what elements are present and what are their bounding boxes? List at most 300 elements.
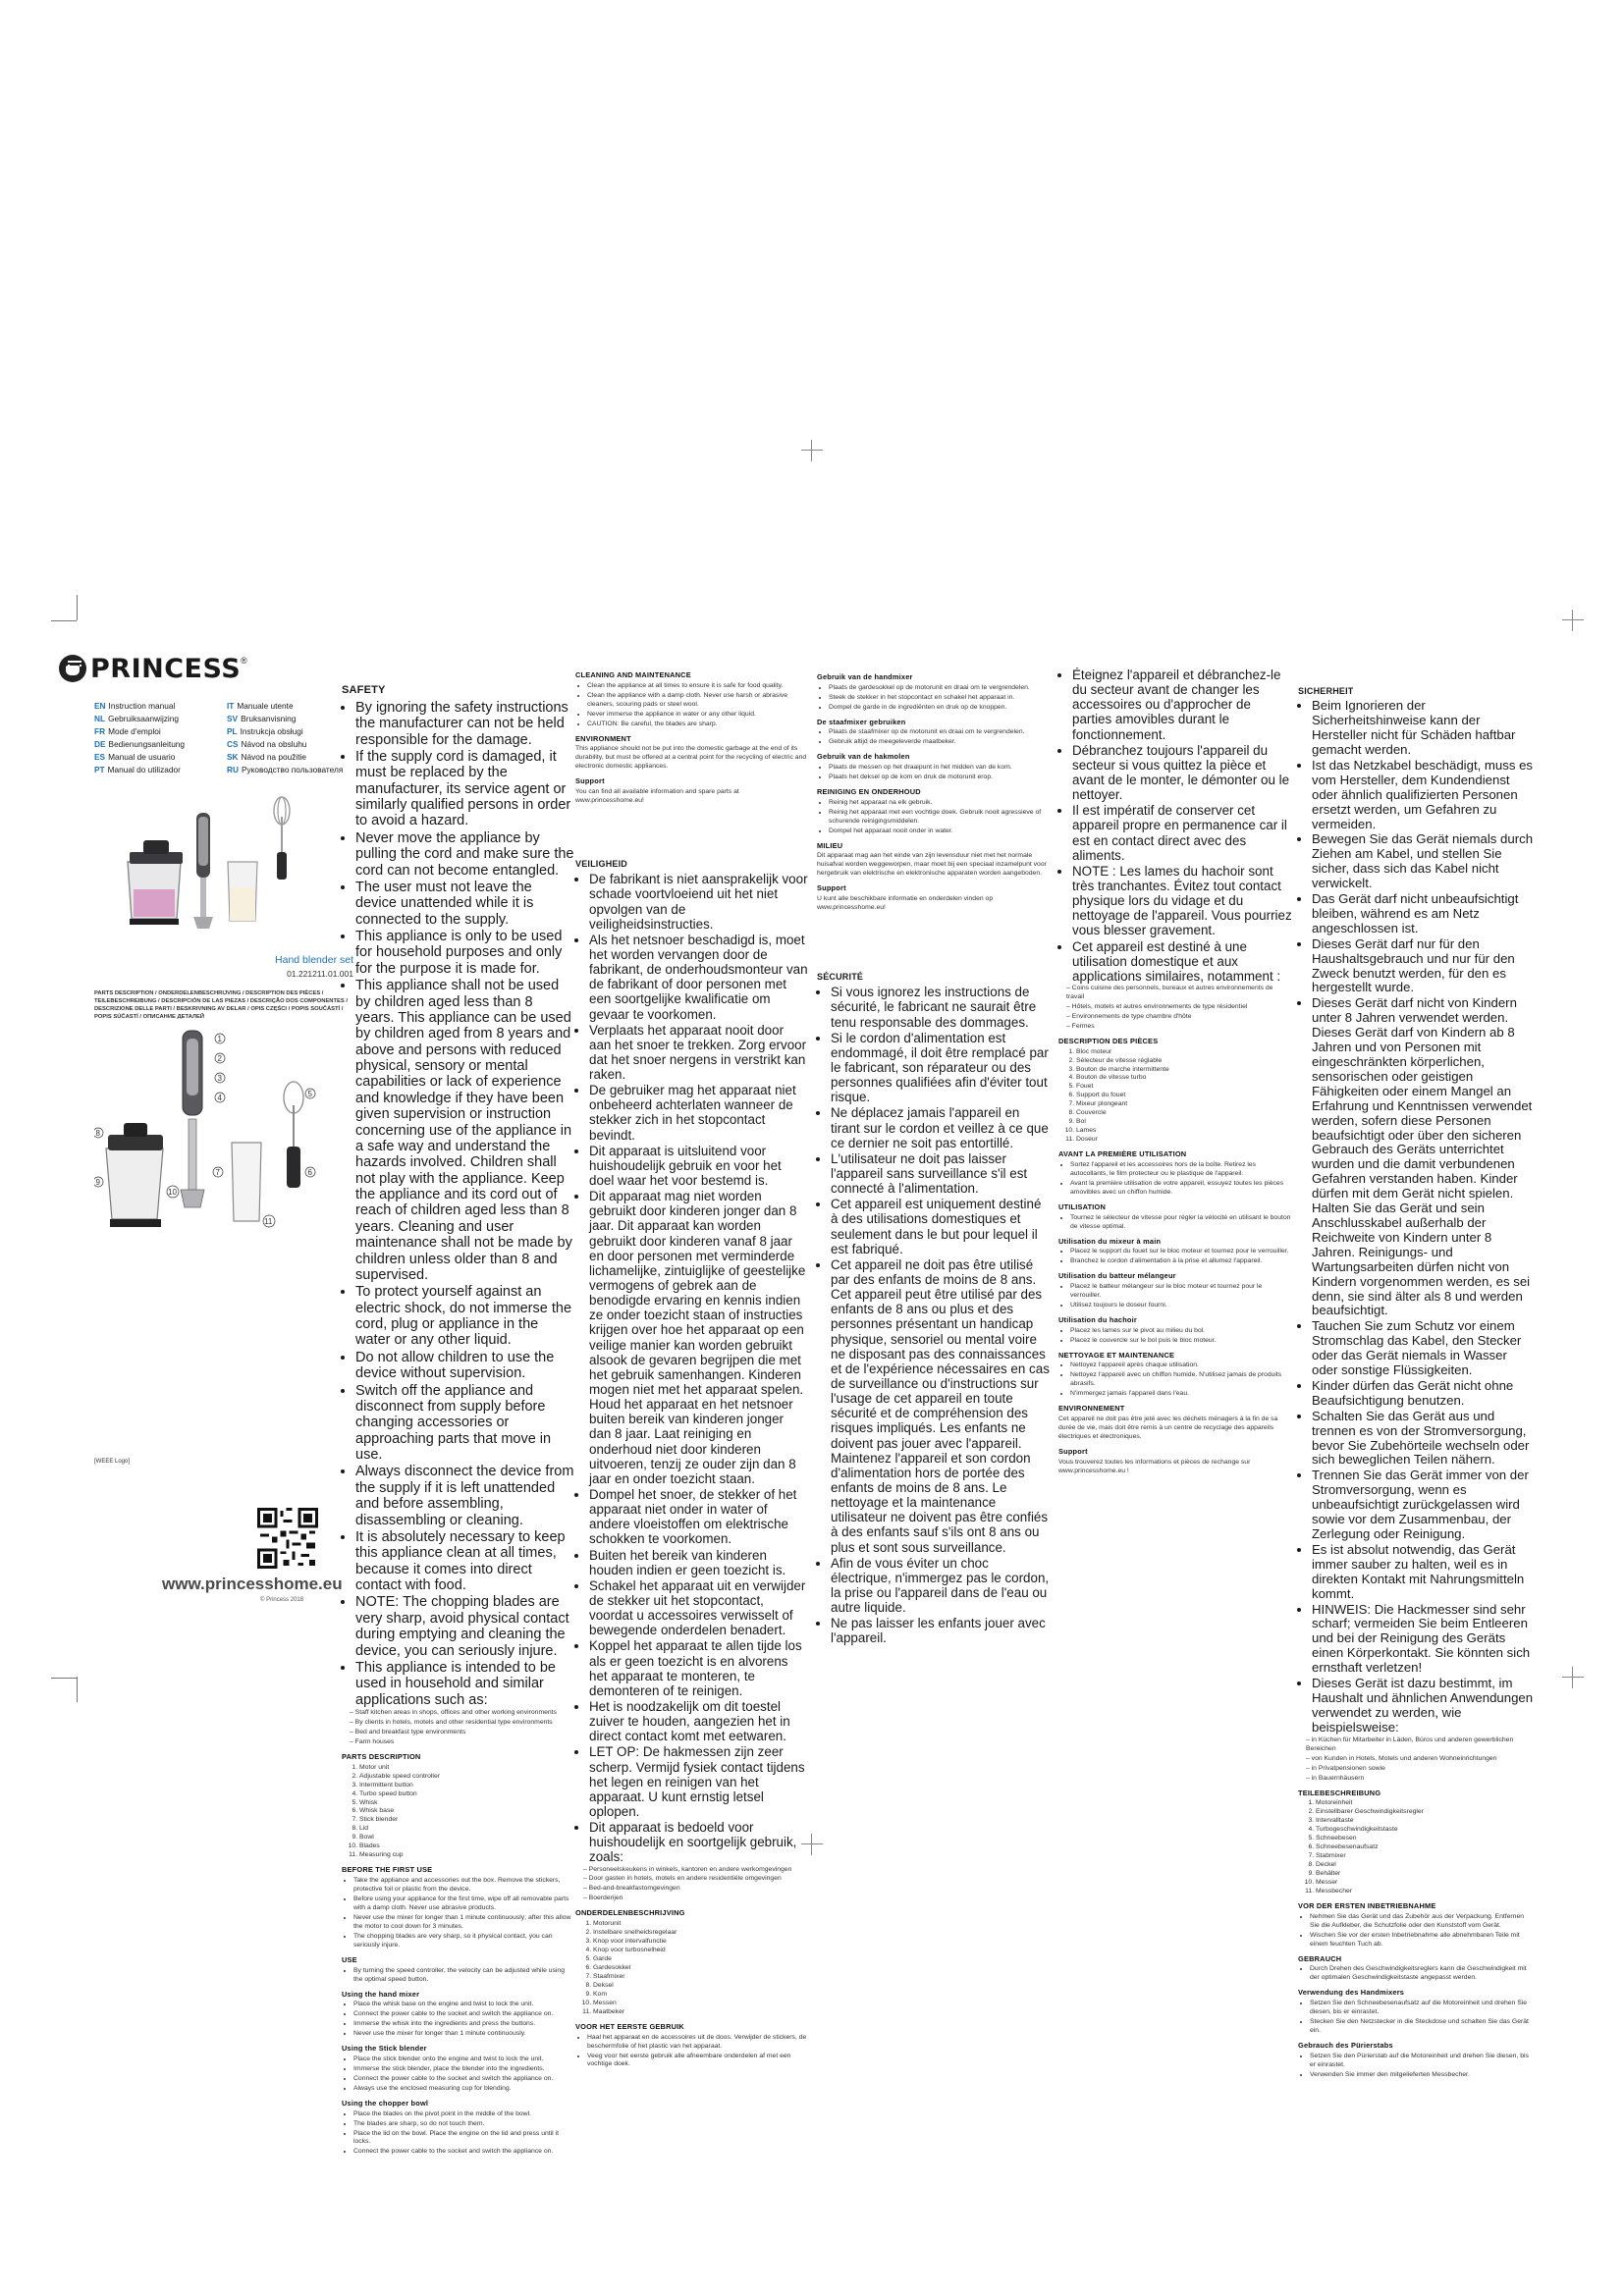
list-item: • Do not allow children to use the device without supervision. [355, 1350, 575, 1382]
dutch-safety-title: VEILIGHEID [575, 858, 628, 869]
list-item: • Utilisez toujours le doseur fourni. [1070, 1302, 1292, 1310]
english-use-list [342, 1967, 575, 1985]
list-item: • Nettoyez l'appareil après chaque utilisation. [1070, 1362, 1292, 1370]
english-parts-title: PARTS DESCRIPTION [342, 1751, 421, 1761]
list-item: • The blades are sharp, so do not touch them. [353, 2120, 575, 2129]
list-item: • Dit apparaat is uitsluitend voor huishoudelijk gebruik en voor het doel waar het voor bestemd is. [589, 1144, 809, 1188]
list-item: • Dieses Gerät darf nicht von Kindern unter 8 Jahren verwendet werden. Dieses Gerät darf von Kindern ab 8 Jahren und von Personen mit eingeschränkten körperlichen, sensorischen oder geistigen Fähigkeiten oder einem Mangel an Erfahrung und Kenntnissen verwendet werden, sofern diese Personen beaufsichtigt oder über den sicheren Gebrauch des Geräts unterrichtet wurden und die damit verbundenen Gefahren verstanden haben. Kinder dürfen mit dem Gerät nicht spielen. Halten Sie das Gerät und sein Anschlusskabel außerhalb der Reichweite von Kindern unter 8 Jahren. Reinigungs- und Wartungsarbeiten dürfen nicht von Kindern vorgenommen werden, es sei denn, sie sind älter als 8 und werden beaufsichtigt. [1312, 996, 1534, 1318]
list-item: 6. Gardesokkel [593, 1964, 809, 1973]
language-item [94, 701, 227, 711]
list-item: 4. Bouton de vitesse turbo [1076, 1074, 1292, 1083]
english-clean-title: CLEANING AND MAINTENANCE [575, 670, 691, 679]
list-item: 3. Bouton de marche intermittente [1076, 1066, 1292, 1075]
list-item: – Fermes [1066, 1023, 1292, 1032]
language-label: Instrukcja obsługi [240, 726, 303, 736]
french-support-title: Support [1058, 1446, 1088, 1456]
list-item: • Place the whisk base on the engine and twist to lock the unit. [353, 2001, 575, 2009]
language-code: SK [227, 752, 239, 762]
list-item: • This appliance shall not be used by children aged less than 8 years. This appliance can be used by children aged from 8 years and above and persons with reduced physical, sensory or mental capabilities or lack of experience and knowledge if they have been given supervision or instruction concerning use of the appliance in a safe way and understand the hazards involved. Children shall not play with the appliance. Keep the appliance and its cord out of reach of children aged less than 8 years. Cleaning and user maintenance shall not be made by children unless older than 8 and supervised. [355, 978, 575, 1283]
list-item: • Éteignez l'appareil et débranchez-le du secteur avant de changer les accessoires ou d'approcher de parties amovibles durant le fonctionnement. [1072, 667, 1292, 742]
german-stick-list [1298, 2053, 1534, 2080]
list-item: • Schakel het apparaat uit en verwijder de stekker uit het stopcontact, voordat u accessoires verwisselt of bewegende onderdelen benadert. [589, 1578, 809, 1638]
french-use-list [1058, 1214, 1292, 1232]
list-item: • Afin de vous éviter un choc électrique, n'immergez pas le cordon, la prise ou l'appareil dans de l'eau ou autre liquide. [831, 1556, 1051, 1616]
list-item: • L'utilisateur ne doit pas laisser l'appareil sans surveillance s'il est connecté à l'alimentation. [831, 1151, 1051, 1196]
list-item: 11. Messbecher [1316, 1888, 1534, 1896]
svg-text:4: 4 [217, 1094, 222, 1102]
list-item: 2. Adjustable speed controller [359, 1773, 575, 1782]
language-code: RU [227, 765, 239, 774]
list-item: 8. Couvercle [1076, 1109, 1292, 1118]
french-stick-list [1058, 1283, 1292, 1310]
list-item: • Setzen Sie den Pürierstab auf die Motoreinheit und drehen Sie diesen, bis er einrastet. [1310, 2053, 1534, 2070]
svg-text:7: 7 [215, 1168, 220, 1177]
language-code: ES [94, 752, 106, 762]
dutch-stick-title: De staafmixer gebruiken [817, 717, 906, 726]
list-item: – By clients in hotels, motels and other residential type environments [350, 1719, 575, 1728]
english-first-use-list [342, 1877, 575, 1950]
list-item: • Plaats het deksel op de kom en druk de motorunit erop. [829, 774, 1051, 782]
list-item: • Placez le couvercle sur le bol puis le bloc moteur. [1070, 1337, 1292, 1346]
english-clean-list [575, 682, 809, 729]
dutch-parts-title: ONDERDELENBESCHRIJVING [575, 1908, 685, 1918]
list-item: • Cet appareil ne doit pas être utilisé par des enfants de moins de 8 ans. Cet appareil peut être utilisé par des enfants de 8 ans ou plus et des personnes présentant un handicap physique, sensoriel ou mental voire ne disposant pas des connaissances et de l'expérience nécessaires en cas de surveillance ou d'instructions sur l'usage de cet appareil en toute sécurité et de compréhension des risques impliqués. Les enfants ne doivent pas jouer avec l'appareil. Maintenez l'appareil et son cordon d'alimentation hors de portée des enfants de moins de 8 ans. Le nettoyage et la maintenance utilisateur ne doivent pas être confiés à des enfants sauf s'ils ont 8 ans ou plus et sont sous surveillance. [831, 1257, 1051, 1555]
list-item: • Das Gerät darf nicht unbeaufsichtigt bleiben, während es am Netz angeschlossen ist. [1312, 892, 1534, 936]
list-item: 7. Stabmixer [1316, 1852, 1534, 1861]
list-item: – Bed-and-breakfastomgevingen [583, 1885, 809, 1894]
language-item [227, 752, 354, 762]
german-mixer-title: Verwendung des Handmixers [1298, 1988, 1405, 1998]
list-item: • Cet appareil est destiné à une utilisation domestique et aux applications similaires, notamment : [1072, 939, 1292, 984]
list-item: • Never use the mixer for longer than 1 minute continuously; after this allow the motor to cool down for 3 minutes. [353, 1914, 575, 1932]
list-item: • Verplaats het apparaat nooit door aan het snoer te trekken. Zorg ervoor dat het snoer nergens in verstrikt kan raken. [589, 1023, 809, 1083]
svg-text:2: 2 [217, 1054, 222, 1063]
language-item [227, 726, 354, 736]
list-item: • This appliance is only to be used for household purposes and only for the purpose it is made for. [355, 929, 575, 977]
list-item: • Connect the power cable to the socket and switch the appliance on. [353, 2148, 575, 2157]
list-item: 10. Lames [1076, 1127, 1292, 1136]
language-code: PL [227, 726, 238, 736]
qr-code[interactable] [257, 1508, 318, 1569]
list-item: • Place the stick blender onto the engine and twist to lock the unit. [353, 2056, 575, 2064]
list-item: 4. Turbo speed button [359, 1790, 575, 1799]
dutch-chopper-list [817, 764, 1051, 782]
list-item: • Ne déplacez jamais l'appareil en tirant sur le cordon et veillez à ce que ce dernier ne soit pas entortillé. [831, 1105, 1051, 1149]
language-code: FR [94, 726, 106, 736]
list-item: • Placez les lames sur le pivot au milieu du bol. [1070, 1327, 1292, 1336]
german-safety-title: SICHERHEIT [1298, 686, 1354, 696]
list-item: 9. Kom [593, 1991, 809, 2000]
german-use-list [1298, 1965, 1534, 1983]
list-item: • It is absolutely necessary to keep this appliance clean at all times, because it comes into direct contact with food. [355, 1529, 575, 1594]
list-item: • The chopping blades are very sharp, so it physical contact, you can seriously injure. [353, 1933, 575, 1950]
list-item: 8. Deksel [593, 1982, 809, 1991]
list-item: • Wischen Sie vor der ersten Inbetriebnahme alle abnehmbaren Teile mit einem feuchten Tuch ab. [1310, 1932, 1534, 1949]
list-item: 6. Schneebesenaufsatz [1316, 1843, 1534, 1852]
svg-text:8: 8 [95, 1129, 100, 1138]
list-item: • Het is noodzakelijk om dit toestel zuiver te houden, aangezien het in direct contact komt met eetwaren. [589, 1699, 809, 1743]
list-item: 7. Stick blender [359, 1816, 575, 1825]
list-item: 2. Instelbare snelheidsregelaar [593, 1929, 809, 1938]
list-item: 11. Measuring cup [359, 1851, 575, 1860]
list-item: • Schalten Sie das Gerät aus und trennen es von der Stromversorgung, bevor Sie Zubehörteile wechseln oder sich beweglichen Teilen nähern. [1312, 1410, 1534, 1468]
dutch-parts-list [575, 1920, 809, 2017]
list-item: 1. Motorunit [593, 1920, 809, 1929]
registration-mark [1562, 1667, 1584, 1688]
list-item: – Environnements de type chambre d'hôte [1066, 1013, 1292, 1022]
language-label: Návod na použitie [241, 752, 306, 762]
svg-text:3: 3 [217, 1074, 222, 1083]
svg-text:5: 5 [307, 1090, 312, 1098]
language-code: NL [94, 714, 106, 723]
language-item [94, 739, 227, 749]
list-item: • Plaats de messen op het draaipunt in het midden van de kom. [829, 764, 1051, 773]
dutch-support-title: Support [817, 883, 846, 893]
french-applications-list [1058, 985, 1292, 1032]
german-use-title: GEBRAUCH [1298, 1953, 1342, 1963]
crown-icon [59, 655, 86, 682]
list-item: • De fabrikant is niet aansprakelijk voor schade voortvloeiend uit het niet opvolgen van de veiligheidsinstructies. [589, 872, 809, 932]
list-item: • Beim Ignorieren der Sicherheitshinweise kann der Hersteller nicht für Schäden haftbar gemacht werden. [1312, 699, 1534, 758]
german-column [1298, 681, 1534, 2081]
list-item: • HINWEIS: Die Hackmesser sind sehr scharf; vermeiden Sie beim Entleeren und bei der Reinigung des Geräts einen Körperkontakt. Sie könnten sich ernsthaft verletzen! [1312, 1603, 1534, 1677]
dutch-clean-title: REINIGING EN ONDERHOUD [817, 787, 921, 797]
list-item: • Tournez le sélecteur de vitesse pour régler la vélocité en utilisant le bouton de vitesse optimal. [1070, 1214, 1292, 1232]
list-item: • Immerse the stick blender, place the blender into the ingredients. [353, 2065, 575, 2074]
list-item: • Als het netsnoer beschadigd is, moet het worden vervangen door de fabrikant, de onderhoudsmonteur van de fabrikant of door personen met een soortgelijke kwalificatie om gevaar te voorkomen. [589, 933, 809, 1022]
list-item: • Haal het apparaat en de accessoires uit de doos. Verwijder de stickers, de beschermfolie of het plastic van het apparaat. [587, 2034, 809, 2052]
language-code: IT [227, 701, 235, 711]
dutch-env-title: MILIEU [817, 840, 843, 850]
crop-mark [51, 620, 77, 621]
list-item: • Clean the appliance with a damp cloth. Never use harsh or abrasive cleaners, scouring pads or steel wool. [587, 692, 809, 710]
english-hand-mixer-list [342, 2001, 575, 2039]
dutch-first-use-list [575, 2034, 809, 2070]
list-item: – Hôtels, motels et autres environnements de type résidentiel [1066, 1003, 1292, 1012]
english-env-title: ENVIRONMENT [575, 733, 631, 743]
list-item: • Kinder dürfen das Gerät nicht ohne Beaufsichtigung benutzen. [1312, 1379, 1534, 1409]
list-item: • Dieses Gerät darf nur für den Haushaltsgebrauch und nur für den Zweck benutzt werden, für den es hergestellt wurde. [1312, 937, 1534, 996]
language-label: Manual de usuario [108, 752, 176, 762]
dutch-clean-list [817, 799, 1051, 836]
svg-text:1: 1 [217, 1035, 222, 1043]
list-item: • N'immergez jamais l'appareil dans l'eau. [1070, 1390, 1292, 1399]
english-first-use-title: BEFORE THE FIRST USE [342, 1865, 433, 1875]
list-item: • Placez le batteur mélangeur sur le bloc moteur et tournez pour le verrouiller. [1070, 1283, 1292, 1301]
list-item: • Bewegen Sie das Gerät niemals durch Ziehen am Kabel, und stellen Sie sicher, dass sich das Kabel nicht verwickelt. [1312, 832, 1534, 891]
list-item: 7. Mixeur plongeant [1076, 1100, 1292, 1109]
language-item [227, 701, 354, 711]
english-chopper-list [342, 2110, 575, 2158]
svg-text:9: 9 [95, 1178, 100, 1187]
svg-text:10: 10 [168, 1188, 177, 1197]
list-item: • Dit apparaat is bedoeld voor huishoudelijk en soortgelijk gebruik, zoals: [589, 1820, 809, 1864]
list-item: 5. Fouet [1076, 1083, 1292, 1092]
language-label: Bruksanvisning [241, 714, 297, 723]
dutch-chopper-title: Gebruik van de hakmolen [817, 752, 910, 762]
list-item: • Verwenden Sie immer den mitgelieferten Messbecher. [1310, 2071, 1534, 2080]
list-item: 5. Schneebesen [1316, 1835, 1534, 1843]
list-item: • Always use the enclosed measuring cup for blending. [353, 2085, 575, 2094]
french-clean-list [1058, 1362, 1292, 1399]
list-item: 1. Motoreinheit [1316, 1799, 1534, 1808]
german-applications-list [1298, 1736, 1534, 1784]
svg-text:6: 6 [307, 1168, 312, 1177]
list-item: • By turning the speed controller, the velocity can be adjusted while using the optimal speed button. [353, 1967, 575, 1985]
english-safety-title: SAFETY [342, 684, 386, 696]
english-use-title: USE [342, 1954, 357, 1964]
list-item: • Tauchen Sie zum Schutz vor einem Stromschlag das Kabel, den Stecker oder das Gerät niemals in Wasser oder sonstige Flüssigkeiten. [1312, 1319, 1534, 1378]
english-support-title: Support [575, 776, 605, 786]
language-label: Manual do utilizador [107, 765, 181, 774]
list-item: 2. Sélecteur de vitesse réglable [1076, 1057, 1292, 1066]
list-item: 6. Whisk base [359, 1807, 575, 1816]
list-item: • Plaats de gardesokkel op de motorunit en draai om te vergrendelen. [829, 684, 1051, 693]
language-item [94, 765, 227, 774]
list-item: 5. Garde [593, 1955, 809, 1964]
english-hand-mixer-title: Using the hand mixer [342, 1989, 420, 1999]
list-item: • This appliance is intended to be used in household and similar applications such as: [355, 1660, 575, 1708]
list-item: – Personeelskeukens in winkels, kantoren en andere werkomgevingen [583, 1866, 809, 1875]
language-item [94, 726, 227, 736]
list-item: 1. Bloc moteur [1076, 1048, 1292, 1057]
french-first-use-title: AVANT LA PREMIÈRE UTILISATION [1058, 1149, 1187, 1159]
list-item: • Switch off the appliance and disconnect from supply before changing accessories or approaching parts that move in use. [355, 1383, 575, 1464]
crop-mark [51, 1678, 77, 1679]
language-label: Manuale utente [237, 701, 294, 711]
list-item: 9. Behälter [1316, 1870, 1534, 1879]
language-code: SV [227, 714, 239, 723]
list-item: 3. Intermittent button [359, 1782, 575, 1790]
german-parts-list [1298, 1799, 1534, 1896]
french-safety-list [817, 985, 1051, 1645]
list-item: • By ignoring the safety instructions the manufacturer can not be held responsible for the damage. [355, 700, 575, 748]
language-item [94, 752, 227, 762]
english-parts-list [342, 1764, 575, 1861]
list-item: • Gebruik altijd de meegeleverde maatbeker. [829, 738, 1051, 747]
list-item: 3. Knop voor intervalfunctie [593, 1938, 809, 1947]
french-env-text: Cet appareil ne doit pas être jeté avec les déchets ménagers à la fin de sa durée de vie, mais doit être remis à un centre de recyclage des appareils électriques et électroniques. [1058, 1415, 1278, 1440]
french-env-title: ENVIRONNEMENT [1058, 1404, 1125, 1414]
list-item: 8. Lid [359, 1825, 575, 1834]
language-code: DE [94, 739, 106, 749]
list-item: • Es ist absolut notwendig, das Gerät immer sauber zu halten, weil es in direkten Kontakt mit Nahrungsmitteln kommt. [1312, 1543, 1534, 1602]
german-parts-title: TEILEBESCHREIBUNG [1298, 1788, 1381, 1797]
parts-description-header: PARTS DESCRIPTION / ONDERDELENBESCHRIJVING / DESCRIPTION DES PIÈCES / TEILEBESCHREIBUNG / DESCRIPCIÓN DE LAS PIEZAS / DESCRIÇÃO DOS COMPONENTES / DESCRIZIONE DELLE PARTI / BESKRIVNING AV DELAR / OPIS CZĘŚCI / POPIS SOUČÁSTÍ / POPIS SÚČASTÍ / ОПИСАНИЕ ДЕТАЛЕЙ [94, 990, 348, 1021]
weee-logo: [WEEE Logo] [94, 1459, 131, 1465]
brand-logo [59, 652, 265, 685]
list-item: • Setzen Sie den Schneebesenaufsatz auf die Motoreinheit und drehen Sie diesen, bis er einrastet. [1310, 2000, 1534, 2017]
registration-mark [801, 440, 823, 461]
product-name: Hand blender set [275, 954, 353, 966]
list-item: • Plaats de staafmixer op de motorunit en draai om te vergrendelen. [829, 728, 1051, 737]
list-item: • Durch Drehen des Geschwindigkeitsreglers kann die Geschwindigkeit mit der optimalen Geschwindigkeitstaste angepasst werden. [1310, 1965, 1534, 1983]
french-support-text: Vous trouverez toutes les informations et pièces de rechange sur www.princesshome.eu ! [1058, 1458, 1251, 1474]
list-item: • Place the blades on the pivot point in the middle of the bowl. [353, 2110, 575, 2119]
parts-diagram [94, 1025, 330, 1251]
english-column [342, 679, 575, 2158]
language-label: Gebruiksaanwijzing [108, 714, 180, 723]
list-item: • NOTE : Les lames du hachoir sont très tranchantes. Évitez tout contact physique lors du vidage et du nettoyage de l'appareil. Vous pourriez vous blesser gravement. [1072, 864, 1292, 938]
dutch-handle-title: Gebruik van de handmixer [817, 672, 913, 681]
list-item: – Boerderijen [583, 1895, 809, 1903]
list-item: 10. Messer [1316, 1879, 1534, 1888]
french-mixer-title: Utilisation du mixeur à main [1058, 1236, 1162, 1246]
list-item: 11. Maatbeker [593, 2008, 809, 2017]
french-clean-title: NETTOYAGE ET MAINTENANCE [1058, 1350, 1175, 1360]
list-item: – Coins cuisine des personnels, bureaux et autres environnements de travail [1066, 985, 1292, 1002]
list-item: – Staff kitchen areas in shops, offices and other working environments [350, 1709, 575, 1718]
list-item: • Koppel het apparaat te allen tijde los als er geen toezicht is en alvorens het apparaat te monteren, te demonteren of te reinigen. [589, 1638, 809, 1698]
list-item: • Always disconnect the device from the supply if it is left unattended and before assembling, disassembling or cleaning. [355, 1464, 575, 1528]
list-item: 2. Einstellbarer Geschwindigkeitsregler [1316, 1808, 1534, 1817]
website-link[interactable]: www.princesshome.eu [162, 1575, 343, 1593]
french-parts-list [1058, 1048, 1292, 1146]
list-item: – Door gasten in hotels, motels en andere residentiële omgevingen [583, 1875, 809, 1884]
list-item: • NOTE: The chopping blades are very sharp, avoid physical contact during emptying and cleaning the device, you can seriously injure. [355, 1594, 575, 1659]
dutch-support-text: U kunt alle beschikbare informatie en onderdelen vinden op www.princesshome.eu! [817, 895, 994, 912]
list-item: • Cet appareil est uniquement destiné à des utilisations domestiques et seulement dans le but pour lequel il est fabriqué. [831, 1197, 1051, 1256]
list-item: • Connect the power cable to the socket and switch the appliance on. [353, 2075, 575, 2084]
list-item: 8. Deckel [1316, 1861, 1534, 1870]
list-item: • Never use the mixer for longer than 1 minute continuously. [353, 2030, 575, 2039]
language-label: Mode d'emploi [108, 726, 161, 736]
list-item: • Never move the appliance by pulling the cord and make sure the cord can not become entangled. [355, 830, 575, 879]
version-label: © Princess 2018 [260, 1597, 304, 1603]
list-item: • Dieses Gerät ist dazu bestimmt, im Haushalt und ähnlichen Anwendungen verwendet zu werden, wie beispielsweise: [1312, 1677, 1534, 1735]
list-item: • Place the lid on the bowl. Place the engine on the lid and press until it locks. [353, 2130, 575, 2148]
list-item: 4. Knop voor turbosnelheid [593, 1947, 809, 1955]
german-mixer-list [1298, 2000, 1534, 2036]
list-item: • The user must not leave the device unattended while it is connected to the supply. [355, 880, 575, 928]
list-item: 4. Turbogeschwindigkeitstaste [1316, 1826, 1534, 1835]
dutch-stick-list [817, 728, 1051, 747]
list-item: • Si vous ignorez les instructions de sécurité, le fabricant ne saurait être tenu responsable des dommages. [831, 985, 1051, 1029]
list-item: • Branchez le cordon d'alimentation à la prise et allumez l'appareil. [1070, 1257, 1292, 1266]
list-item: • Connect the power cable to the socket and switch the appliance on. [353, 2010, 575, 2019]
list-item: – in Bauernhäusern [1306, 1775, 1534, 1784]
french-chopper-title: Utilisation du hachoir [1058, 1314, 1137, 1324]
list-item: • Ne pas laisser les enfants jouer avec l'appareil. [831, 1616, 1051, 1645]
list-item: – Bed and breakfast type environments [350, 1729, 575, 1737]
english-stick-list [342, 2056, 575, 2094]
list-item: • Dompel de garde in de ingrediënten en druk op de knoppen. [829, 704, 1051, 713]
list-item: – von Kunden in Hotels, Motels und anderen Wohneinrichtungen [1306, 1755, 1534, 1764]
list-item: 11. Doseur [1076, 1136, 1292, 1145]
french-first-use-list [1058, 1161, 1292, 1198]
french-use-title: UTILISATION [1058, 1201, 1107, 1211]
list-item: • Débranchez toujours l'appareil du secteur si vous quittez la pièce et avant de le monter, le démonter ou le nettoyer. [1072, 743, 1292, 803]
language-item [227, 739, 354, 749]
dutch-applications-list [575, 1866, 809, 1904]
list-item: • Never immerse the appliance in water or any other liquid. [587, 711, 809, 720]
language-code: EN [94, 701, 106, 711]
list-item: • Veeg voor het eerste gebruik alle afneembare onderdelen af met een vochtige doek. [587, 2053, 809, 2070]
brand-registered-mark: ® [241, 656, 247, 666]
english-stick-title: Using the Stick blender [342, 2044, 427, 2054]
list-item: 6. Support du fouet [1076, 1092, 1292, 1100]
german-stick-title: Gebrauch des Pürierstabs [1298, 2040, 1393, 2050]
list-item: • LET OP: De hakmessen zijn zeer scherp. Vermijd fysiek contact tijdens het legen en reinigen van het apparaat. U kunt ernstig letsel oplopen. [589, 1744, 809, 1819]
list-item: • Avant la première utilisation de votre appareil, essuyez toutes les pièces amovibles avec un chiffon humide. [1070, 1180, 1292, 1198]
list-item: • Il est impératif de conserver cet appareil propre en permanence car il est en contact direct avec des aliments. [1072, 803, 1292, 863]
dutch-first-use-title: VOOR HET EERSTE GEBRUIK [575, 2021, 684, 2031]
list-item: • Buiten het bereik van kinderen houden indien er geen toezicht is. [589, 1548, 809, 1577]
language-item [227, 765, 354, 774]
list-item: • Steek de stekker in het stopcontact en schakel het apparaat in. [829, 694, 1051, 703]
list-item: – Farm houses [350, 1738, 575, 1747]
list-item: • Immerse the whisk into the ingredients and press the buttons. [353, 2020, 575, 2029]
french-safety-list-continued [1058, 667, 1292, 984]
list-item: • Sortez l'appareil et les accessoires hors de la boîte. Retirez les autocollants, le film protecteur ou le plastique de l'appareil. [1070, 1161, 1292, 1179]
english-chopper-title: Using the chopper bowl [342, 2098, 429, 2108]
list-item: 5. Whisk [359, 1799, 575, 1808]
list-item: • If the supply cord is damaged, it must be replaced by the manufacturer, its service agent or similarly qualified persons in order to avoid a hazard. [355, 749, 575, 829]
dutch-column [575, 666, 809, 2070]
product-number: 01.221211.01.001 [287, 969, 353, 979]
list-item: • De gebruiker mag het apparaat niet onbeheerd achterlaten wanneer de stekker zich in het stopcontact bevindt. [589, 1083, 809, 1143]
svg-text:11: 11 [264, 1217, 273, 1226]
list-item: • Nehmen Sie das Gerät und das Zubehör aus der Verpackung. Entfernen Sie die Aufkleber, die Schutzfolie oder den Kunststoff vom Gerät. [1310, 1913, 1534, 1931]
list-item: • Placez le support du fouet sur le bloc moteur et tournez pour le verrouiller. [1070, 1248, 1292, 1256]
list-item: • Dompel het snoer, de stekker of het apparaat niet onder in water of andere vloeistoffen om elektrische schokken te voorkomen. [589, 1487, 809, 1547]
language-code: CS [227, 739, 239, 749]
crop-mark [77, 1677, 78, 1702]
french-chopper-list [1058, 1327, 1292, 1346]
french-safety-title: SÉCURITÉ [817, 972, 864, 983]
list-item: – in Küchen für Mitarbeiter in Läden, Büros und anderen gewerblichen Bereichen [1306, 1736, 1534, 1754]
dutch-safety-list [575, 872, 809, 1864]
dutch-env-text: Dit apparaat mag aan het einde van zijn levensduur niet met het normale huisafval worden weggeworpen, maar moet bij een speciaal inzamelpunt voor hergebruik van elektrische en elektronische apparaten worden aangeboden. [817, 852, 1047, 878]
english-applications-list [342, 1709, 575, 1747]
language-label: Instruction manual [108, 701, 176, 711]
french-mixer-list [1058, 1248, 1292, 1266]
list-item: 10. Messen [593, 2000, 809, 2008]
list-item: 10. Blades [359, 1842, 575, 1851]
language-list [94, 701, 344, 774]
french-parts-title: DESCRIPTION DES PIÈCES [1058, 1036, 1159, 1045]
list-item: 9. Bol [1076, 1118, 1292, 1127]
german-first-use-list [1298, 1913, 1534, 1949]
crop-mark [77, 595, 78, 620]
french-column-continued [1058, 667, 1292, 1476]
dutch-handle-list [817, 684, 1051, 713]
registration-mark [1562, 610, 1584, 631]
list-item: • To protect yourself against an electric shock, do not immerse the cord, plug or appliance in the water or any other liquid. [355, 1284, 575, 1349]
list-item: • Si le cordon d'alimentation est endommagé, il doit être remplacé par le fabricant, son réparateur ou des personnes qualifiées afin d'éviter tout risque. [831, 1031, 1051, 1105]
language-code: PT [94, 765, 105, 774]
list-item: • Reinig het apparaat met een vochtige doek. Gebruik nooit agressieve of schurende reinigingsmiddelen. [829, 809, 1051, 827]
language-item [94, 714, 227, 723]
list-item: 3. Intervalltaste [1316, 1817, 1534, 1826]
list-item: 7. Staafmixer [593, 1973, 809, 1982]
list-item: • Dompel het apparaat nooit onder in water. [829, 828, 1051, 836]
english-safety-list [342, 700, 575, 1708]
list-item: 9. Bowl [359, 1834, 575, 1842]
list-item: • Ist das Netzkabel beschädigt, muss es vom Hersteller, dem Kundendienst oder ähnlich qualifizierten Personen ersetzt werden, um Gefahren zu vermeiden. [1312, 759, 1534, 832]
list-item: • Trennen Sie das Gerät immer von der Stromversorgung, wenn es unbeaufsichtigt zurückgelassen wird sowie vor dem Zusammenbau, der Zerlegung oder Reinigung. [1312, 1468, 1534, 1542]
english-support-text: You can find all available information and spare parts at www.princesshome.eu! [575, 788, 739, 805]
brand-name: PRINCESS [90, 653, 242, 684]
list-item: • Dit apparaat mag niet worden gebruikt door kinderen jonger dan 8 jaar. Dit apparaat kan worden gebruikt door kinderen vanaf 8 jaar en door personen met verminderde lichamelijke, zintuiglijke of geestelijke vermogens of gebrek aan de benodigde ervaring en kennis indien ze onder toezicht staan of instructies krijgen over hoe het apparaat op een veilige manier kan worden gebruikt alsook de gevaren begrijpen die met het gebruik samenhangen. Kinderen mogen niet met het apparaat spelen. Houd het apparaat en het netsnoer buiten bereik van kinderen jonger dan 8 jaar. Laat reiniging en onderhoud niet door kinderen uitvoeren, tenzij ze ouder zijn dan 8 jaar en onder toezicht staan. [589, 1189, 809, 1486]
french-stick-title: Utilisation du batteur mélangeur [1058, 1271, 1176, 1281]
list-item: • Stecken Sie den Netzstecker in die Steckdose und schalten Sie das Gerät ein. [1310, 2018, 1534, 2036]
french-column [817, 667, 1051, 1647]
language-item [227, 714, 354, 723]
language-label: Bedienungsanleitung [108, 739, 186, 749]
german-first-use-title: VOR DER ERSTEN INBETRIEBNAHME [1298, 1900, 1436, 1910]
list-item: • Before using your appliance for the first time, wipe off all removable parts with a damp cloth. Never use abrasive products. [353, 1896, 575, 1913]
